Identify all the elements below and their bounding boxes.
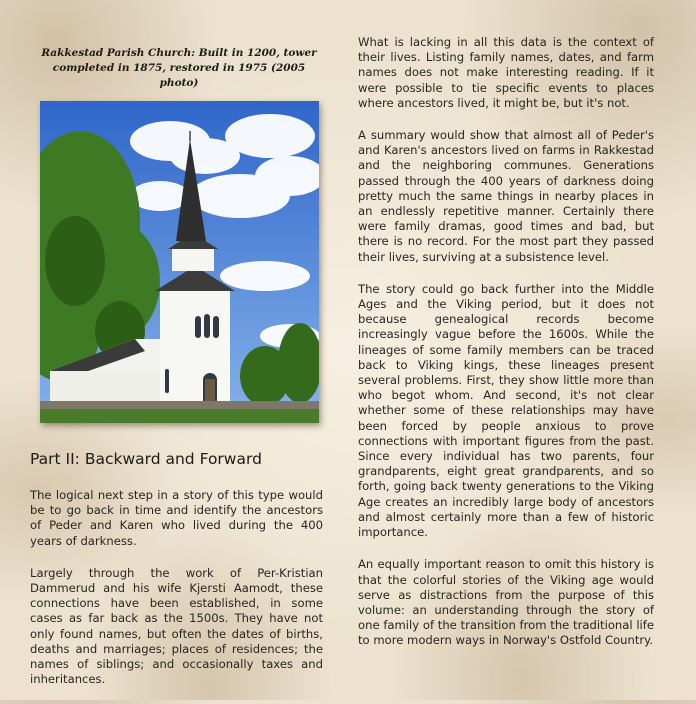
paragraph: The logical next step in a story of this type would be to go back in time and identify the ancestors of Peder and Karen who lived during the 400 years of darkness. xyxy=(30,488,323,548)
left-column xyxy=(30,488,323,704)
paragraph: An equally important reason to omit this history is that the colorful stories of the Viking age would serve as distractions from the purpose of this volume: an understanding through the story of one family of the transition from the traditional life to more modern ways in Norway's Ostfold Country. xyxy=(358,557,654,648)
photo-caption: Rakkestad Parish Church: Built in 1200, tower completed in 1875, restored in 1975 (2005 photo) xyxy=(41,47,317,89)
paragraph: What is lacking in all this data is the context of their lives. Listing family names, dates, and farm names does not make interesting reading. If it were possible to tie specific events to places where ancestors lived, it might be, but it's not. xyxy=(358,35,654,110)
right-column xyxy=(358,35,654,666)
paragraph: The story could go back further into the Middle Ages and the Viking period, but it does not because genealogical records become increasingly vague before the 1600s. While the lineages of some family members can be traced back to Viking kings, these lineages present several problems. First, they show little more than who begot whom. And second, it's not clear whether some of these relationships may have been forced by people anxious to prove connections with important figures from the past. Since every individual has two parents, four grandparents, eight great grandparents, and so forth, going back twenty generations to the Viking Age creates an incredibly large body of ancestors and almost certainly more than a few of historic importance. xyxy=(358,281,654,540)
section-heading: Part II: Backward and Forward xyxy=(30,450,262,468)
paragraph: A summary would show that almost all of Peder's and Karen's ancestors lived on farms in Rakkestad and the neighboring communes. Generations passed through the 400 years of darkness doing pretty much the same things in nearby places in an endlessly repetitive manner. Certainly there were family dramas, good times and bad, but there is no record. For the most part they passed their lives, surviving at a subsistence level. xyxy=(358,128,654,264)
paragraph: Largely through the work of Per-Kristian Dammerud and his wife Kjersti Aamodt, these connections have been established, in some cases as far back as the 1500s. They have not only found names, but often the dates of births, deaths and marriages; places of residences; the names of siblings; and occasionally taxes and inheritances. xyxy=(30,565,323,687)
church-photo xyxy=(40,101,319,423)
